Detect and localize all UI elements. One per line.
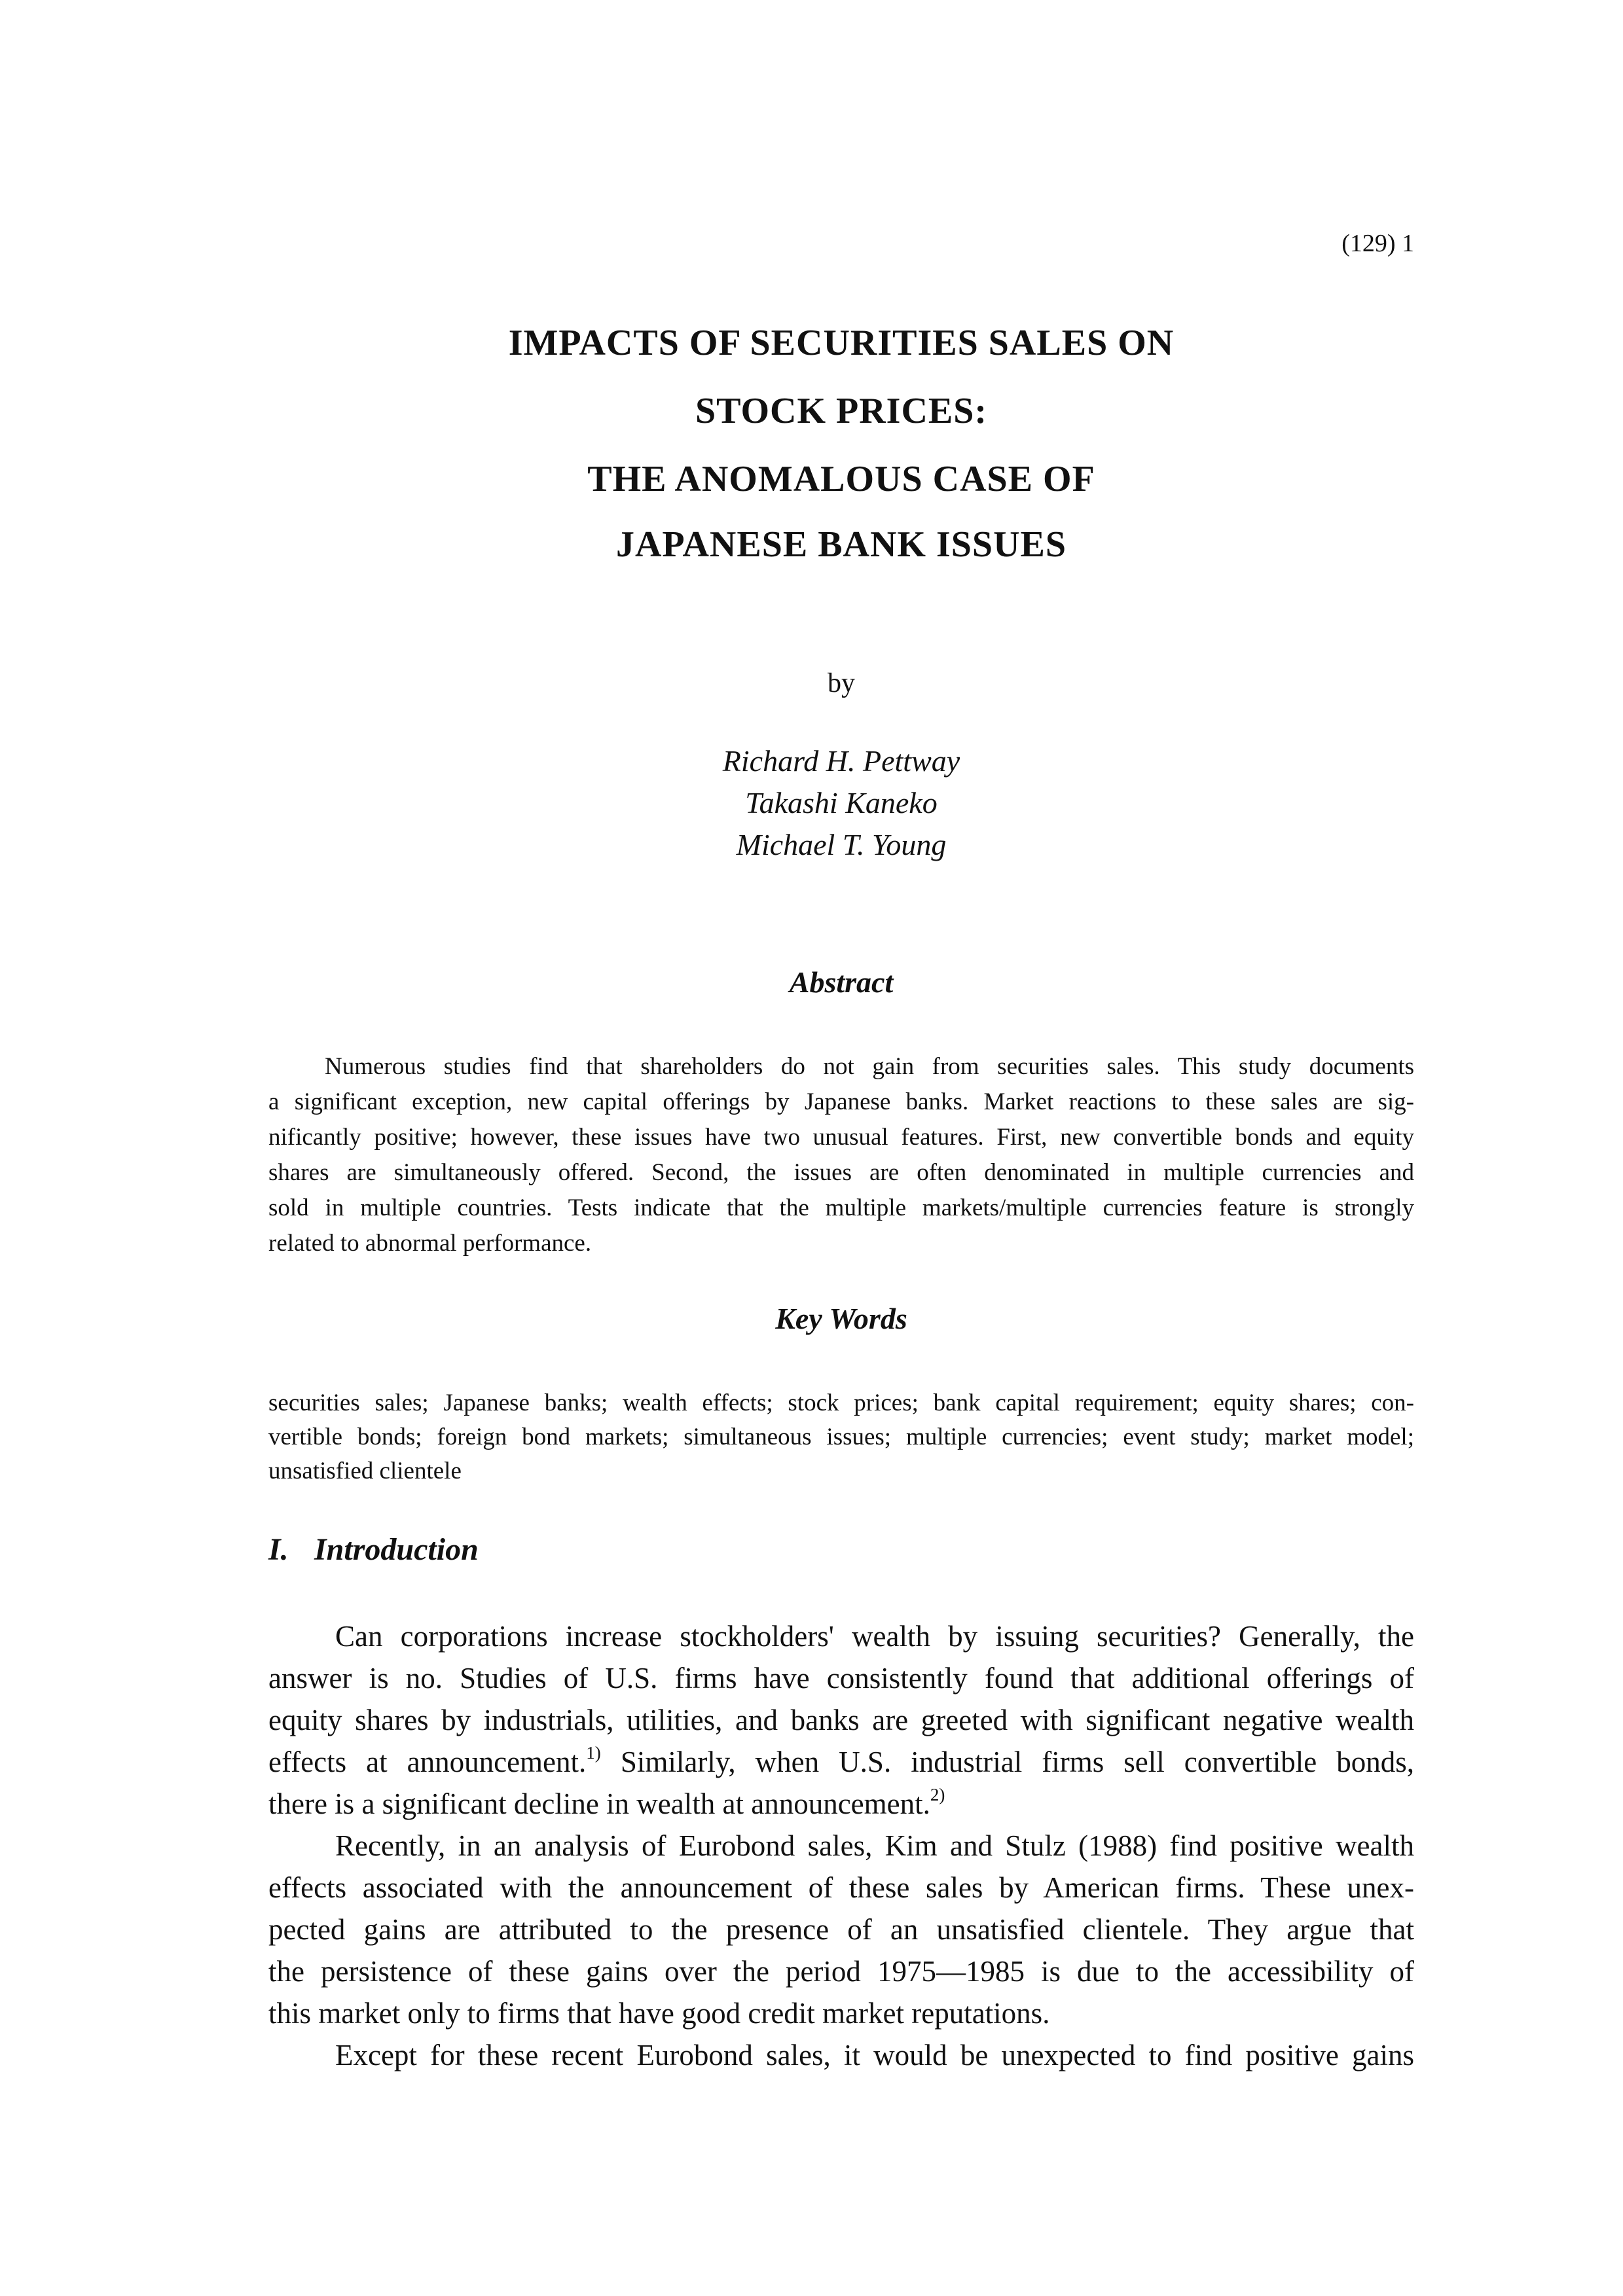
abstract-line: a significant exception, new capital offerings by Japanese banks. Market reactions to these sales are sig- (268, 1088, 1414, 1115)
body-line: answer is no. Studies of U.S. firms have consistently found that additional offerings of (268, 1662, 1414, 1695)
keywords-line: vertible bonds; foreign bond markets; simultaneous issues; multiple currencies; event study; market model; (268, 1424, 1414, 1450)
title-line: STOCK PRICES: (695, 391, 988, 431)
abstract-line: related to abnormal performance. (268, 1230, 592, 1257)
keywords-heading: Key Words (775, 1302, 907, 1335)
text: there is a significant decline in wealth at announcement. (268, 1787, 930, 1820)
body-line: equity shares by industrials, utilities, and banks are greeted with significant negative wealth (268, 1704, 1414, 1736)
footnote-ref[interactable]: 1) (586, 1742, 601, 1763)
section-title: Introduction (314, 1532, 479, 1567)
section-number: I. (268, 1532, 289, 1567)
title-line: THE ANOMALOUS CASE OF (587, 459, 1095, 499)
text: Similarly, when U.S. industrial firms sell convertible bonds, (600, 1746, 1414, 1778)
section-heading-introduction (268, 1532, 479, 1568)
body-line (268, 1742, 1414, 1779)
abstract-line: nificantly positive; however, these issues have two unusual features. First, new convertible bonds and equity (268, 1124, 1414, 1151)
body-line: the persistence of these gains over the period 1975—1985 is due to the accessibility of (268, 1955, 1414, 1988)
byline: by (828, 668, 855, 698)
author: Michael T. Young (736, 828, 947, 861)
author: Richard H. Pettway (722, 744, 960, 778)
body-line: effects associated with the announcement of these sales by American firms. These unex- (268, 1871, 1414, 1904)
footnote-ref[interactable]: 2) (930, 1784, 945, 1804)
abstract-line: shares are simultaneously offered. Second, the issues are often denominated in multiple currencies and (268, 1159, 1414, 1186)
title-line: IMPACTS OF SECURITIES SALES ON (508, 323, 1175, 363)
abstract-heading: Abstract (789, 965, 894, 999)
body-line: Recently, in an analysis of Eurobond sales, Kim and Stulz (1988) find positive wealth (335, 1829, 1414, 1862)
text: effects at announcement. (268, 1746, 587, 1778)
body-line: this market only to firms that have good credit market reputations. (268, 1997, 1050, 2030)
body-line (268, 1784, 1414, 1821)
keywords-line: unsatisfied clientele (268, 1458, 462, 1484)
title-line: JAPANESE BANK ISSUES (615, 524, 1067, 565)
page-number: (129) 1 (1341, 230, 1414, 257)
body-line: Can corporations increase stockholders' wealth by issuing securities? Generally, the (335, 1620, 1414, 1653)
body-line: Except for these recent Eurobond sales, it would be unexpected to find positive gains (335, 2039, 1414, 2072)
author: Takashi Kaneko (745, 786, 938, 819)
abstract-line: Numerous studies find that shareholders do not gain from securities sales. This study documents (325, 1053, 1414, 1080)
keywords-line: securities sales; Japanese banks; wealth effects; stock prices; bank capital requirement; equity shares; con- (268, 1390, 1414, 1416)
body-line: pected gains are attributed to the presence of an unsatisfied clientele. They argue that (268, 1913, 1414, 1946)
abstract-line: sold in multiple countries. Tests indicate that the multiple markets/multiple currencies feature is strongly (268, 1194, 1414, 1221)
